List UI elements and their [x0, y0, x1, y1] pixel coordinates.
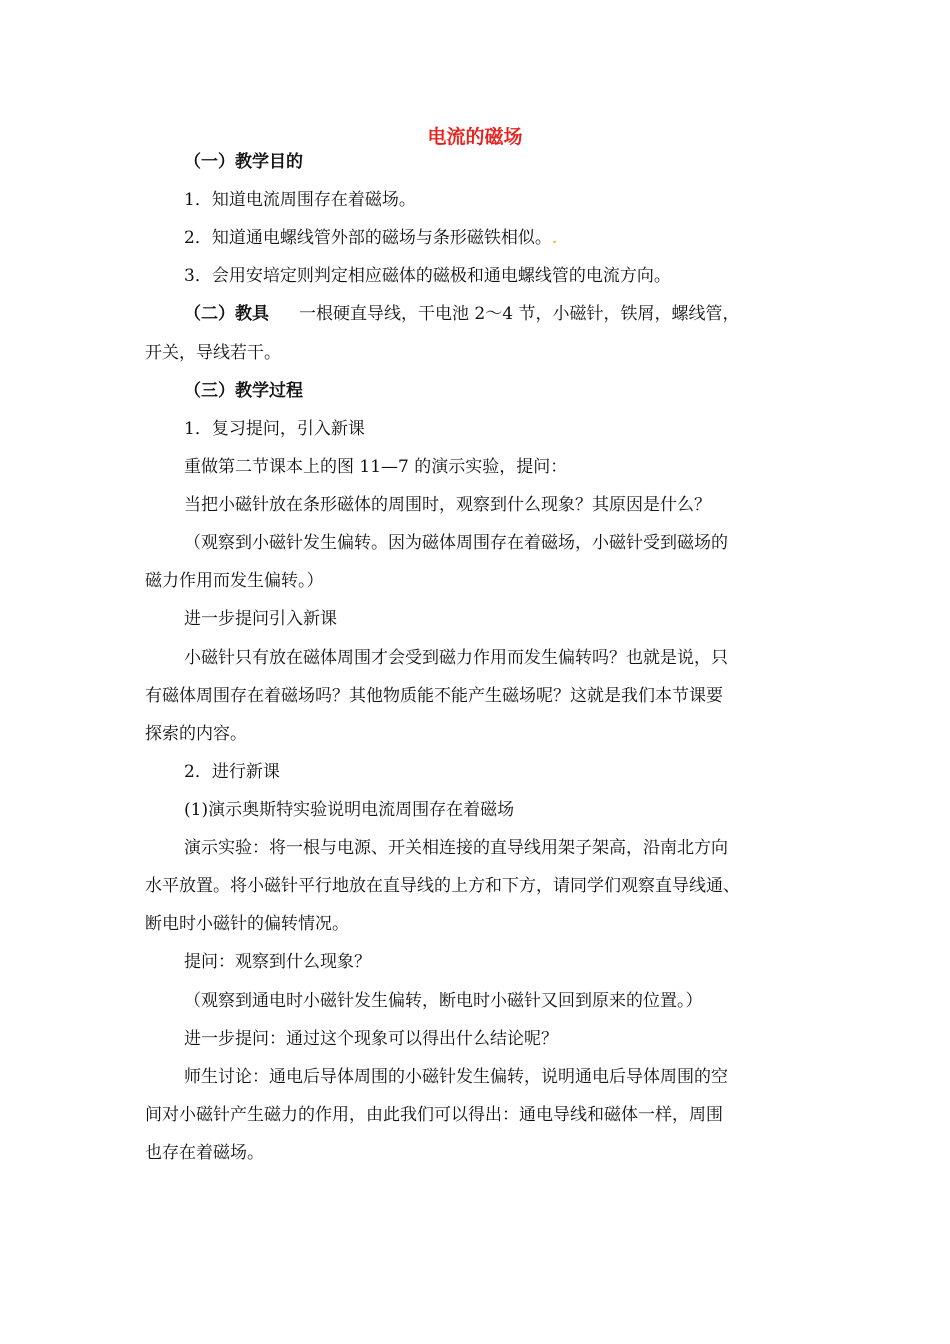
stray-mark: . — [551, 228, 558, 248]
objective-2-row — [184, 226, 557, 250]
paragraph-line: （观察到小磁针发生偏转。因为磁体周围存在着磁场，小磁针受到磁场的 — [184, 533, 728, 553]
paragraph-line: 演示实验：将一根与电源、开关相连接的直导线用架子架高，沿南北方向 — [184, 838, 728, 858]
step-2-title: 2．进行新课 — [184, 762, 280, 782]
objective-1: 1．知道电流周围存在着磁场。 — [184, 190, 416, 210]
paragraph-line: 断电时小磁针的偏转情况。 — [145, 914, 349, 934]
paragraph-line: （观察到通电时小磁针发生偏转，断电时小磁针又回到原来的位置。） — [184, 991, 703, 1011]
section-heading-process: （三）教学过程 — [184, 381, 303, 401]
paragraph-line: 重做第二节课本上的图 11—7 的演示实验，提问： — [184, 457, 568, 477]
equipment-list-continued: 开关，导线若干。 — [145, 343, 281, 363]
paragraph-line: 进一步提问引入新课 — [184, 609, 337, 629]
objective-2: 2．知道通电螺线管外部的磁场与条形磁铁相似。 — [184, 228, 552, 248]
paragraph-line: 水平放置。将小磁针平行地放在直导线的上方和下方，请同学们观察直导线通、 — [145, 876, 740, 896]
paragraph-line: 提问：观察到什么现象？ — [184, 952, 371, 972]
section-heading-equipment: （二）教具 — [184, 304, 269, 324]
equipment-list: 一根硬直导线，干电池 2～4 节，小磁针，铁屑，螺线管， — [299, 304, 740, 324]
subsection-title: (1)演示奥斯特实验说明电流周围存在着磁场 — [184, 800, 515, 820]
document-title: 电流的磁场 — [427, 126, 523, 148]
paragraph-line: 间对小磁针产生磁力的作用，由此我们可以得出：通电导线和磁体一样，周围 — [145, 1105, 723, 1125]
paragraph-line: 探索的内容。 — [145, 724, 247, 744]
equipment-row — [184, 302, 739, 326]
section-heading-objectives: （一）教学目的 — [184, 152, 303, 172]
paragraph-line: 也存在着磁场。 — [145, 1143, 264, 1163]
paragraph-line: 师生讨论：通电后导体周围的小磁针发生偏转，说明通电后导体周围的空 — [184, 1067, 728, 1087]
paragraph-line: 磁力作用而发生偏转。） — [145, 571, 324, 591]
paragraph-line: 小磁针只有放在磁体周围才会受到磁力作用而发生偏转吗？也就是说，只 — [184, 648, 728, 668]
step-1-title: 1．复习提问，引入新课 — [184, 419, 365, 439]
objective-3: 3．会用安培定则判定相应磁体的磁极和通电螺线管的电流方向。 — [184, 266, 671, 286]
paragraph-line: 有磁体周围存在着磁场吗？其他物质能不能产生磁场呢？这就是我们本节课要 — [145, 686, 723, 706]
paragraph-line: 当把小磁针放在条形磁体的周围时，观察到什么现象？其原因是什么？ — [184, 495, 711, 515]
paragraph-line: 进一步提问：通过这个现象可以得出什么结论呢？ — [184, 1029, 558, 1049]
